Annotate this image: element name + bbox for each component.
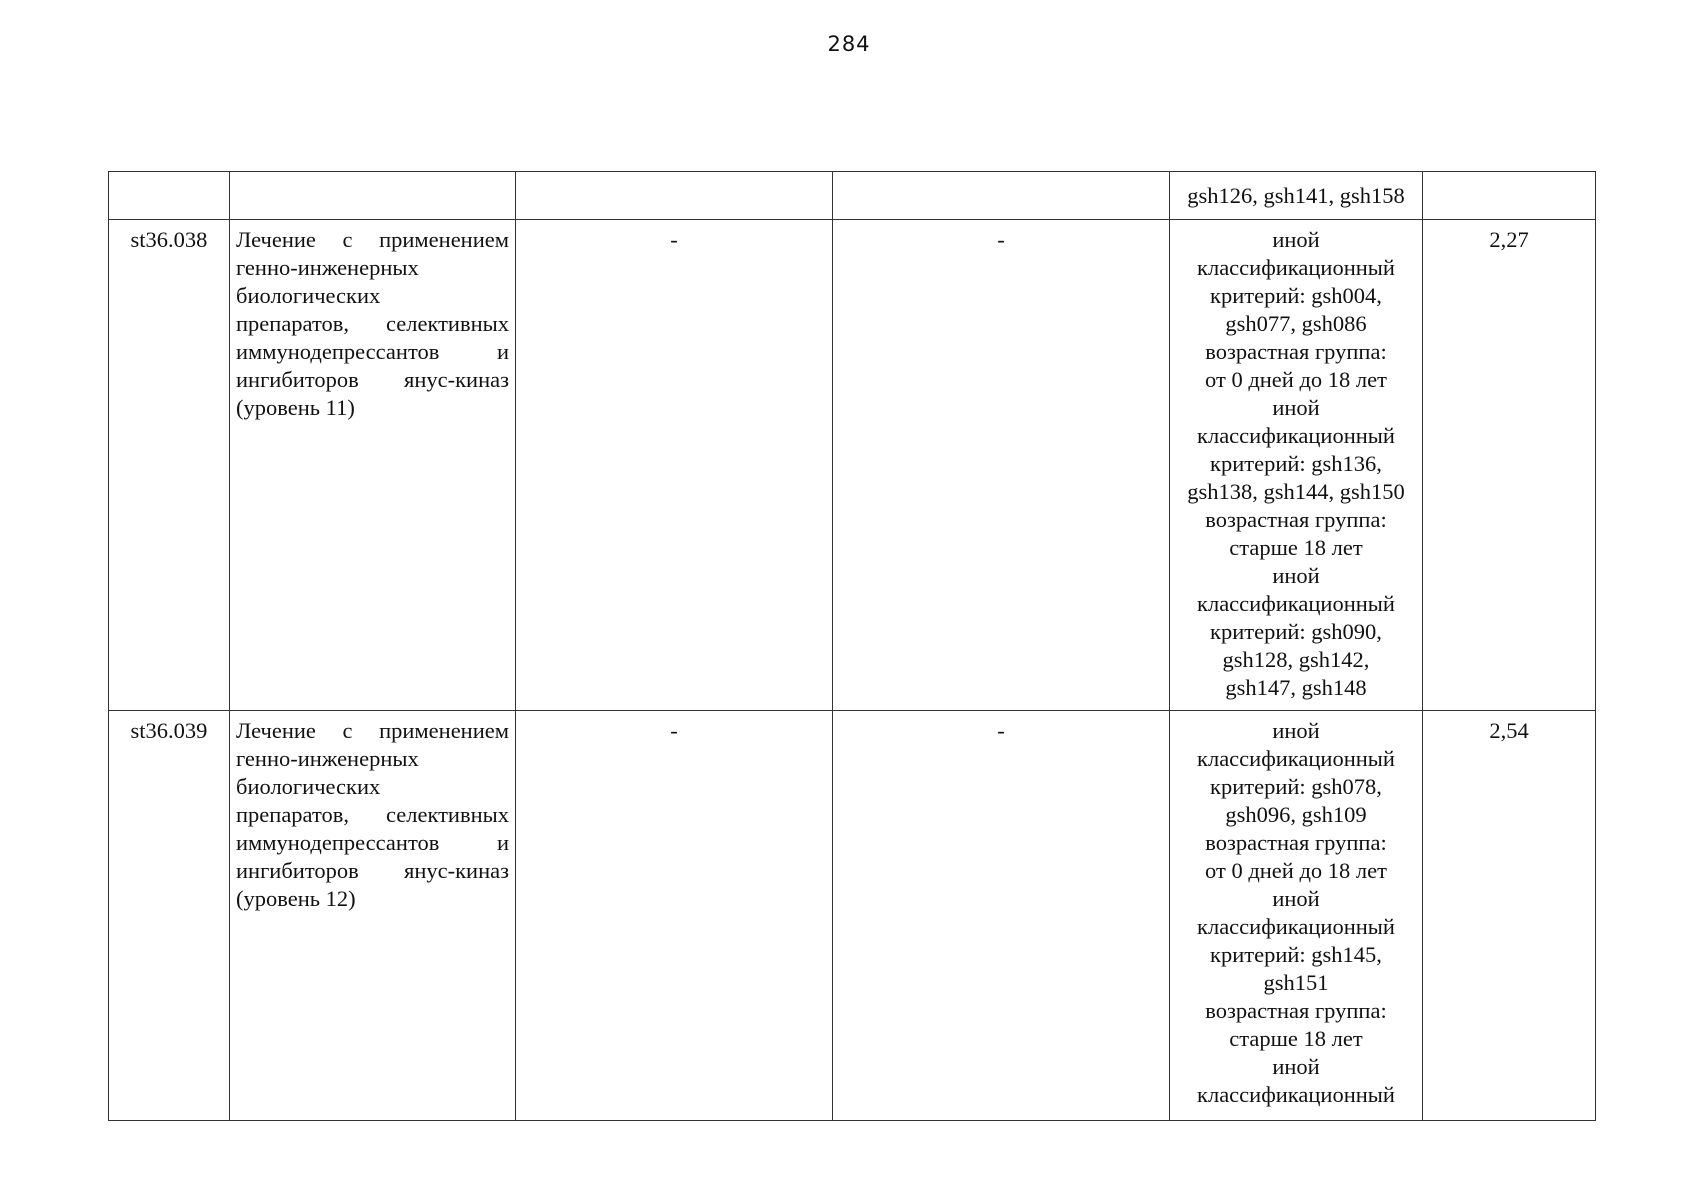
cell-col-b: - [833,711,1170,1121]
criteria-line: иной [1272,718,1320,743]
cell-name [230,220,516,711]
cell-col-a: - [516,711,833,1121]
name-line: биологических [236,283,381,308]
name-line: препаратов, селективных [236,311,509,336]
criteria-line: классификационный [1197,255,1395,280]
criteria-line: возрастная группа: [1205,998,1387,1023]
criteria-line: gsh126, gsh141, gsh158 [1187,183,1405,208]
cell-col-b: - [833,220,1170,711]
name-line: Лечение с применением [236,227,509,252]
criteria-line: классификационный [1197,423,1395,448]
criteria-line: критерий: gsh090, [1210,619,1382,644]
cell-criteria [1170,220,1423,711]
page-number: 284 [827,32,871,56]
table-row [109,172,1596,220]
criteria-line: возрастная группа: [1205,507,1387,532]
criteria-line: классификационный [1197,1082,1395,1107]
criteria-line: классификационный [1197,591,1395,616]
criteria-line: иной [1272,227,1320,252]
criteria-line: возрастная группа: [1205,339,1387,364]
name-line: препаратов, селективных [236,802,509,827]
criteria-line: критерий: gsh078, [1210,774,1382,799]
criteria-line: иной [1272,395,1320,420]
criteria-line: иной [1272,886,1320,911]
name-line: Лечение с применением [236,718,509,743]
name-line: иммунодепрессантов и [236,339,509,364]
criteria-line: старше 18 лет [1229,535,1363,560]
criteria-line: критерий: gsh145, [1210,942,1382,967]
criteria-line: иной [1272,563,1320,588]
criteria-line: возрастная группа: [1205,830,1387,855]
cell-criteria [1170,711,1423,1121]
cell-name [230,711,516,1121]
criteria-line: gsh077, gsh086 [1225,311,1367,336]
criteria-line: от 0 дней до 18 лет [1205,858,1387,883]
name-line: ингибиторов янус-киназ [236,858,509,883]
cell-coefficient: 2,54 [1423,711,1596,1121]
cell-code: st36.038 [109,220,230,711]
name-line: генно-инженерных [236,746,419,771]
cell-code: st36.039 [109,711,230,1121]
cell-criteria [1170,172,1423,220]
criteria-line: gsh128, gsh142, [1222,647,1370,672]
criteria-line: gsh151 [1263,970,1329,995]
criteria-line: критерий: gsh136, [1210,451,1382,476]
name-line: (уровень 12) [236,886,356,911]
table-row [109,711,1596,1121]
criteria-line: классификационный [1197,746,1395,771]
cell-col-a [516,172,833,220]
criteria-line: старше 18 лет [1229,1026,1363,1051]
criteria-line: критерий: gsh004, [1210,283,1382,308]
name-line: ингибиторов янус-киназ [236,367,509,392]
criteria-line: иной [1272,1054,1320,1079]
criteria-line: gsh096, gsh109 [1225,802,1367,827]
name-line: (уровень 11) [236,395,355,420]
cell-col-a: - [516,220,833,711]
table-row [109,220,1596,711]
name-line: генно-инженерных [236,255,419,280]
name-line: иммунодепрессантов и [236,830,509,855]
cell-coefficient: 2,27 [1423,220,1596,711]
cell-code [109,172,230,220]
criteria-line: от 0 дней до 18 лет [1205,367,1387,392]
tariff-table [108,171,1596,1121]
criteria-line: gsh147, gsh148 [1225,675,1367,700]
criteria-line: gsh138, gsh144, gsh150 [1187,479,1405,504]
cell-name [230,172,516,220]
cell-coefficient [1423,172,1596,220]
name-line: биологических [236,774,381,799]
criteria-line: классификационный [1197,914,1395,939]
cell-col-b [833,172,1170,220]
